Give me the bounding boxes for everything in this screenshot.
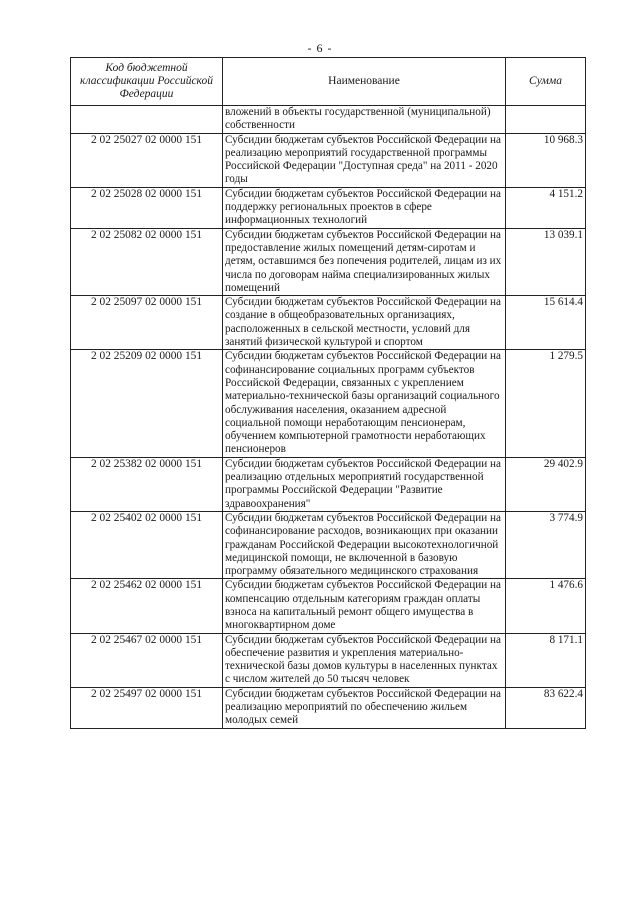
table-row xyxy=(71,187,586,228)
row-name: Субсидии бюджетам субъектов Российской Федерации на компенсацию отдельным категориям граждан оплаты взноса на капитальный ремонт общего имущества в многоквартирном доме xyxy=(223,579,506,633)
table-header-row xyxy=(71,58,586,106)
table-row xyxy=(71,687,586,728)
table-row xyxy=(71,579,586,633)
row-sum: 83 622.4 xyxy=(506,687,586,728)
row-name: Субсидии бюджетам субъектов Российской Федерации на реализацию мероприятий государственной программы Российской Федерации "Доступная среда" на 2011 - 2020 годы xyxy=(223,133,506,187)
row-code: 2 02 25497 02 0000 151 xyxy=(71,687,223,728)
row-sum xyxy=(506,106,586,134)
row-name: Субсидии бюджетам субъектов Российской Федерации на создание в общеобразовательных организациях, расположенных в сельской местности, условий для занятий физической культурой и спортом xyxy=(223,296,506,350)
row-code: 2 02 25097 02 0000 151 xyxy=(71,296,223,350)
row-sum: 4 151.2 xyxy=(506,187,586,228)
row-name: Субсидии бюджетам субъектов Российской Федерации на обеспечение развития и укрепления материально-технической базы домов культуры в населенных пунктах с числом жителей до 50 тысяч человек xyxy=(223,633,506,687)
row-sum: 15 614.4 xyxy=(506,296,586,350)
row-sum: 13 039.1 xyxy=(506,228,586,295)
row-sum: 29 402.9 xyxy=(506,457,586,511)
table-row xyxy=(71,350,586,457)
row-sum: 3 774.9 xyxy=(506,511,586,578)
row-name: Субсидии бюджетам субъектов Российской Федерации на поддержку региональных проектов в сфере информационных технологий xyxy=(223,187,506,228)
row-name: Субсидии бюджетам субъектов Российской Федерации на реализацию мероприятий по обеспечению жильем молодых семей xyxy=(223,687,506,728)
row-code: 2 02 25082 02 0000 151 xyxy=(71,228,223,295)
name-column-header: Наименование xyxy=(223,58,506,106)
table-row xyxy=(71,133,586,187)
row-code xyxy=(71,106,223,134)
table-row xyxy=(71,296,586,350)
budget-table xyxy=(70,57,586,729)
row-code: 2 02 25028 02 0000 151 xyxy=(71,187,223,228)
row-name: вложений в объекты государственной (муниципальной) собственности xyxy=(223,106,506,134)
row-code: 2 02 25382 02 0000 151 xyxy=(71,457,223,511)
table-row xyxy=(71,511,586,578)
row-code: 2 02 25027 02 0000 151 xyxy=(71,133,223,187)
row-sum: 8 171.1 xyxy=(506,633,586,687)
table-row xyxy=(71,633,586,687)
row-name: Субсидии бюджетам субъектов Российской Федерации на софинансирование социальных программ субъектов Российской Федерации, связанных с укреплением материально-технической базы организаций социального обслуживания населения, оказанием адресной социальной помощи неработающим пенсионерам, обучением компьютерной грамотности неработающих пенсионеров xyxy=(223,350,506,457)
row-code: 2 02 25462 02 0000 151 xyxy=(71,579,223,633)
table-row xyxy=(71,457,586,511)
page-number: - 6 - xyxy=(307,41,333,55)
table-row xyxy=(71,106,586,134)
row-sum: 1 476.6 xyxy=(506,579,586,633)
row-code: 2 02 25402 02 0000 151 xyxy=(71,511,223,578)
row-name: Субсидии бюджетам субъектов Российской Федерации на софинансирование расходов, возникающих при оказании гражданам Российской Федерации высокотехнологичной медицинской помощи, не включенной в базовую программу обязательного медицинского страхования xyxy=(223,511,506,578)
row-code: 2 02 25467 02 0000 151 xyxy=(71,633,223,687)
row-code: 2 02 25209 02 0000 151 xyxy=(71,350,223,457)
sum-column-header: Сумма xyxy=(506,58,586,106)
code-column-header: Код бюджетной классификации Российской Федерации xyxy=(71,58,223,106)
row-sum: 1 279.5 xyxy=(506,350,586,457)
row-sum: 10 968.3 xyxy=(506,133,586,187)
table-row xyxy=(71,228,586,295)
row-name: Субсидии бюджетам субъектов Российской Федерации на реализацию отдельных мероприятий государственной программы Российской Федерации "Развитие здравоохранения" xyxy=(223,457,506,511)
row-name: Субсидии бюджетам субъектов Российской Федерации на предоставление жилых помещений детям-сиротам и детям, оставшимся без попечения родителей, лицам из их числа по договорам найма специализированных жилых помещений xyxy=(223,228,506,295)
